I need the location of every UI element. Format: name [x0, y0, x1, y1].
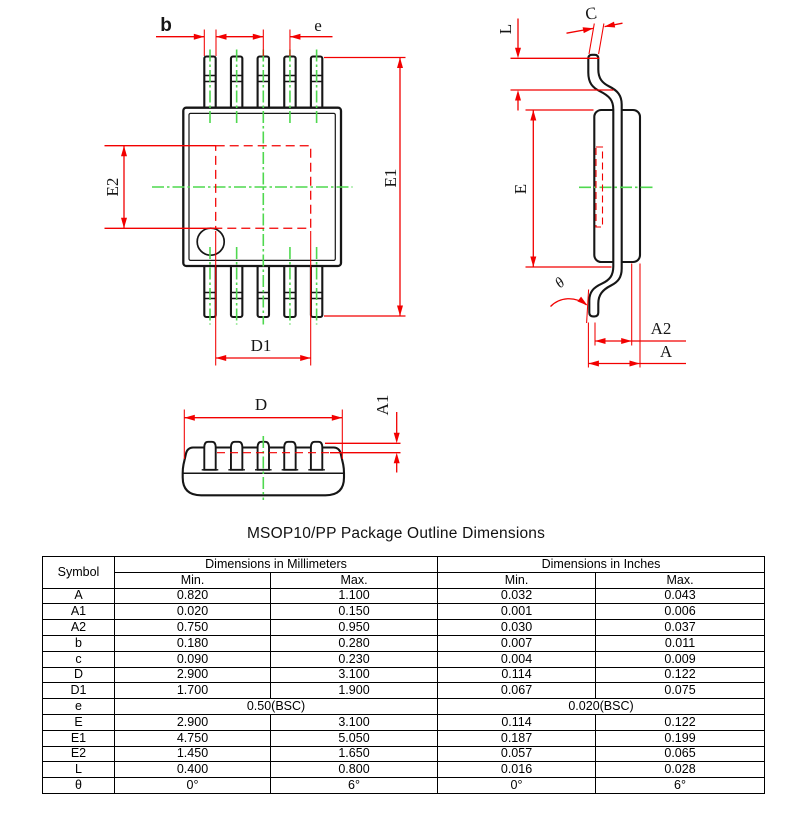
table-header-row-groups [43, 557, 765, 573]
symbol-cell: θ [43, 778, 115, 794]
value-cell: 3.100 [271, 667, 438, 683]
value-cell: 0.065 [596, 746, 765, 762]
value-cell: 1.900 [271, 683, 438, 699]
table-row [43, 620, 765, 636]
table-row [43, 746, 765, 762]
dim-label-C: C [583, 3, 599, 24]
value-cell: 0.057 [438, 746, 596, 762]
dim-label-A: A [659, 342, 673, 361]
value-cell: 0.030 [438, 620, 596, 636]
column-header-symbol: Symbol [43, 557, 115, 589]
table-row [43, 730, 765, 746]
value-cell: 0.150 [271, 604, 438, 620]
symbol-cell: A2 [43, 620, 115, 636]
value-cell: 0.950 [271, 620, 438, 636]
value-cell: 4.750 [115, 730, 271, 746]
dim-label-A1: A1 [373, 394, 392, 416]
dim-label-E: E [511, 183, 530, 195]
value-cell: 0.016 [438, 762, 596, 778]
value-cell: 0.800 [271, 762, 438, 778]
value-cell: 0.187 [438, 730, 596, 746]
value-cell-mm-span: 0.50(BSC) [115, 699, 438, 715]
value-cell: 1.100 [271, 588, 438, 604]
column-header-mm-max: Max. [271, 572, 438, 588]
table-row [43, 714, 765, 730]
table-row [43, 778, 765, 794]
symbol-cell: e [43, 699, 115, 715]
page-title: MSOP10/PP Package Outline Dimensions [246, 525, 546, 542]
value-cell: 0.090 [115, 651, 271, 667]
top-view-drawing [103, 15, 406, 366]
value-cell: 0.001 [438, 604, 596, 620]
value-cell: 0.199 [596, 730, 765, 746]
dim-label-theta: θ [552, 274, 569, 292]
dim-label-L: L [496, 23, 515, 35]
value-cell: 2.900 [115, 667, 271, 683]
value-cell: 0.750 [115, 620, 271, 636]
table-row [43, 651, 765, 667]
column-header-inch-group: Dimensions in Inches [438, 557, 765, 573]
value-cell: 0.037 [596, 620, 765, 636]
dimensions-table [42, 556, 765, 794]
dim-label-A2: A2 [650, 319, 672, 338]
dimension-C [567, 22, 623, 54]
table-row [43, 604, 765, 620]
column-header-in-max: Max. [596, 572, 765, 588]
value-cell: 0.067 [438, 683, 596, 699]
symbol-cell: E [43, 714, 115, 730]
value-cell: 0.007 [438, 635, 596, 651]
symbol-cell: E2 [43, 746, 115, 762]
symbol-cell: D [43, 667, 115, 683]
symbol-cell: b [43, 635, 115, 651]
value-cell: 0.009 [596, 651, 765, 667]
value-cell: 0.180 [115, 635, 271, 651]
table-row [43, 635, 765, 651]
value-cell: 0.114 [438, 714, 596, 730]
table-row-e-bsc [43, 699, 765, 715]
value-cell: 0.020 [115, 604, 271, 620]
value-cell: 3.100 [271, 714, 438, 730]
value-cell: 6° [271, 778, 438, 794]
value-cell: 1.650 [271, 746, 438, 762]
value-cell: 1.700 [115, 683, 271, 699]
value-cell: 5.050 [271, 730, 438, 746]
value-cell: 0.075 [596, 683, 765, 699]
dim-label-b: b [160, 15, 172, 36]
table-row [43, 588, 765, 604]
column-header-mm-min: Min. [115, 572, 271, 588]
value-cell: 1.450 [115, 746, 271, 762]
value-cell: 0.032 [438, 588, 596, 604]
column-header-in-min: Min. [438, 572, 596, 588]
dim-label-e: e [314, 16, 322, 35]
symbol-cell: c [43, 651, 115, 667]
dim-label-E2: E2 [103, 177, 122, 197]
side-view-drawing [496, 3, 686, 367]
symbol-cell: A [43, 588, 115, 604]
value-cell: 0.820 [115, 588, 271, 604]
value-cell: 0.011 [596, 635, 765, 651]
value-cell: 6° [596, 778, 765, 794]
value-cell: 0.114 [438, 667, 596, 683]
table-row [43, 762, 765, 778]
value-cell: 0.122 [596, 667, 765, 683]
table-row [43, 683, 765, 699]
front-view-drawing [183, 395, 401, 500]
value-cell: 0.122 [596, 714, 765, 730]
column-header-mm-group: Dimensions in Millimeters [115, 557, 438, 573]
value-cell: 0.006 [596, 604, 765, 620]
table-row [43, 667, 765, 683]
symbol-cell: A1 [43, 604, 115, 620]
value-cell-in-span: 0.020(BSC) [438, 699, 765, 715]
value-cell: 0.028 [596, 762, 765, 778]
value-cell: 0° [115, 778, 271, 794]
symbol-cell: D1 [43, 683, 115, 699]
value-cell: 2.900 [115, 714, 271, 730]
symbol-cell: L [43, 762, 115, 778]
dim-label-E1: E1 [381, 168, 400, 188]
value-cell: 0.043 [596, 588, 765, 604]
table-header-row-minmax [43, 572, 765, 588]
dimension-b-e [156, 30, 333, 57]
dim-label-D: D [254, 395, 268, 414]
value-cell: 0° [438, 778, 596, 794]
value-cell: 0.400 [115, 762, 271, 778]
value-cell: 0.280 [271, 635, 438, 651]
symbol-cell: E1 [43, 730, 115, 746]
value-cell: 0.230 [271, 651, 438, 667]
dimension-theta [551, 290, 590, 324]
value-cell: 0.004 [438, 651, 596, 667]
dim-label-D1: D1 [250, 336, 272, 355]
